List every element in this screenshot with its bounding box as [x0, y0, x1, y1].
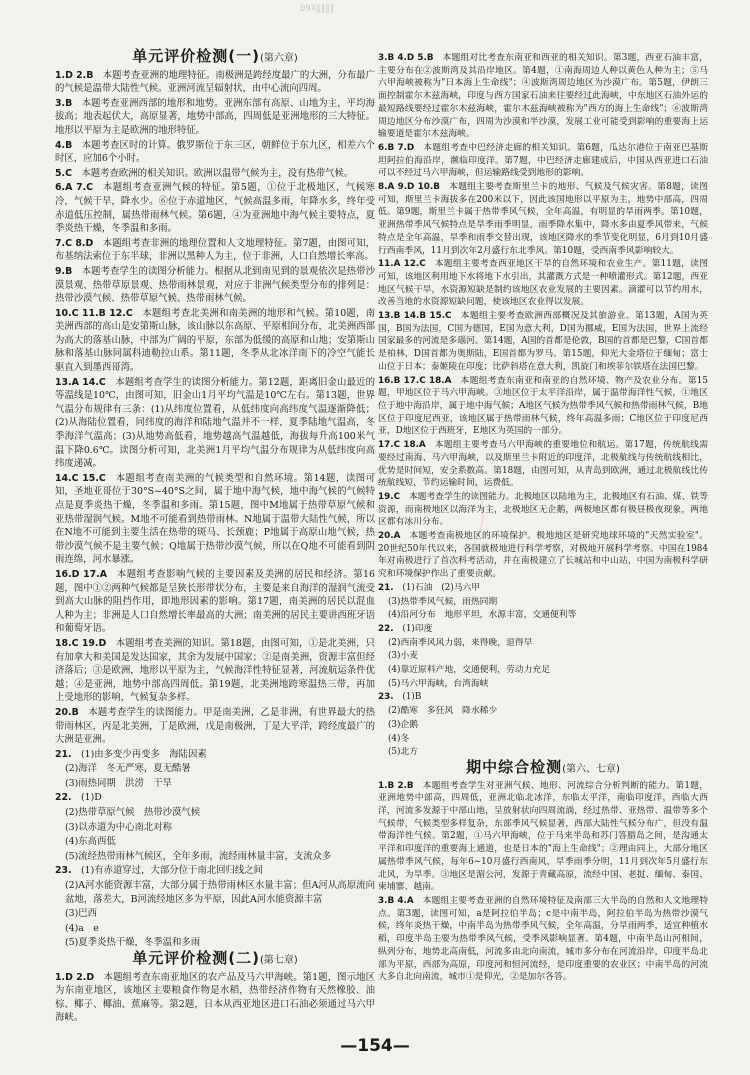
section-title: [55, 47, 375, 66]
section-title-sub: (第七章): [259, 955, 298, 966]
answer-label: 1.D 2.B: [55, 69, 94, 81]
answer-item: [388, 596, 708, 609]
answer-text: (3)以赤道为中心南北对称: [65, 821, 173, 833]
answer-text: (3)小麦: [388, 651, 419, 662]
answer-label: 4.B: [55, 139, 73, 151]
answer-item: [388, 650, 708, 663]
answer-item: [378, 895, 708, 984]
answer-label: 8.A 9.D 10.B: [378, 182, 440, 193]
answer-text: 本题组主要考查亚洲的自然环境特征及南部三大半岛的自然和人文地理特点。第3题，读图可知，a是阿拉伯半岛；c是中南半岛，阿拉伯半岛为热带沙漠气候，终年炎热干燥，中南半岛为热带季风气候，全年高温，分旱雨两季，适宜种植水稻，印度半岛主要为热带季风气候，受季风影响显著。第4题，中南半岛山河相间，纵列分布，地势北高南低，河流多由北向南流，城市多分布在河流沿岸，印度半岛北部为平原，西部为高原，印度河和恒河流经，是印度重要的农业区；中南半岛的河流大多自北向南流，城市①是仰光，②是加尔各答。: [378, 896, 708, 983]
answer-text: (1)由多变少再变多 海陆因素: [80, 748, 207, 760]
answer-item: [65, 762, 375, 776]
answer-item: [65, 907, 375, 921]
answer-item: [55, 748, 375, 762]
answer-item: [378, 52, 708, 141]
section-title-text: 单元评价检测(二): [132, 949, 260, 967]
answer-text: (5)马六甲海峡，台湾海峡: [388, 678, 489, 689]
answer-label: 22.: [378, 623, 394, 634]
answer-label: 14.C 15.C: [55, 472, 106, 484]
answer-item: [55, 265, 375, 306]
section-title-sub: (第六章): [259, 53, 298, 64]
answer-item: [388, 705, 708, 718]
answer-label: 16.B 17.C 18.A: [378, 375, 452, 386]
answer-text: (1)石油 (2)马六甲: [402, 582, 481, 593]
page-number: —154—: [340, 1036, 410, 1056]
answer-item: [378, 142, 708, 180]
answer-label: 23.: [378, 692, 394, 703]
right-column: [378, 52, 708, 985]
answer-item: [65, 922, 375, 936]
answer-label: 21.: [55, 748, 72, 760]
answer-text: 本题组主要考查欧洲西部概况及其旅游业。第13题，A国为英国，B国为法国，C国为德国，E国为意大利，D国为挪威，E国为法国，世界上流经国家最多的河流是多瑙河。第14题，A国的首都是伦敦，B国的首都是巴黎，C国首都是柏林，D国首都为奥斯陆，E国首都为罗马。第15题，仰光大金塔位于缅甸；富士山位于日本；泰姬陵在印度；比萨斜塔在意大利，凯旋门和埃菲尔铁塔在法国巴黎。: [378, 311, 708, 372]
answer-list: [378, 780, 708, 984]
answer-text: (3)企鹅: [388, 719, 419, 730]
answer-text: 本题组主要考查马六甲海峡的重要地位和航运。第17题，传统航线需要经过南海、马六甲海峡，以及斯里兰卡附近的印度洋，北极航线与传统航线相比，优势是时间短，安全系数高。第18题，由图可知，从青岛到欧洲，通过北极航线比传统航线短，节约运输时间，运费低。: [378, 440, 708, 489]
section-title: [55, 949, 375, 968]
answer-label: 3.B 4.A: [378, 896, 414, 906]
answer-text: 本题组考查东南亚和南亚的自然环境、物产及农业分布。第15题，甲地区位于马六甲海峡。③地区位于太平洋沿岸，属于温带海洋性气候，①地区位于地中海沿岸，属于地中海气候；A地区气候为热带季风气候和热带雨林气候，B地区位于印度尼西亚，该地区属于热带雨林气候，终年高温多雨；C地区位于印度尼西亚，D地区位于西班牙，E地区为英国的一部分。: [378, 375, 708, 437]
answer-item: [65, 936, 375, 950]
answer-item: [378, 439, 708, 490]
answer-item: [55, 568, 375, 636]
left-column: [55, 48, 375, 1026]
answer-item: [378, 258, 708, 309]
answer-text: (1)印度: [402, 623, 433, 634]
answer-text: (4)冬: [388, 733, 410, 744]
answer-item: [55, 139, 375, 166]
answer-label: 6.A 7.C: [55, 182, 94, 194]
answer-text: 本题考查学生的读图能力。北极地区以陆地为主，北极地区有石油、煤、铁等资源，而南极地区以海洋为主，北极地区无企鹅，两极地区都有极昼极夜现象，两地区都有冰川分布。: [378, 491, 708, 528]
answer-item: [65, 806, 375, 820]
answer-text: (4)靠近原料产地，交通便利，劳动力充足: [388, 665, 551, 676]
answer-item: [55, 971, 375, 1025]
answer-label: 3.B 4.D 5.B: [378, 53, 434, 63]
answer-item: [388, 733, 708, 746]
answer-text: (2)酷寒 多狂风 降水稀少: [388, 706, 498, 717]
answer-item: [388, 637, 708, 650]
answer-item: [55, 167, 375, 181]
answer-text: 本题组考查美洲的知识。第18题，由图可知，①是北美洲，只有加拿大和美国是发达国家，其余为发展中国家；②是南美洲，资源丰富但经济落后；③是欧洲，地形以平原为主，气候海洋性特征显著，河流航运条件优越；④是亚洲，地势中部高四周低。第19题，北美洲地跨寒温热三带，再加上受地形的影响，气候复杂多样。: [55, 637, 375, 704]
section-title: [378, 757, 708, 777]
answer-label: 11.A 12.C: [378, 259, 426, 270]
answer-item: [65, 835, 375, 849]
answer-label: 18.C 19.D: [55, 637, 107, 649]
answer-item: [55, 472, 375, 567]
answer-text: (5)流经热带雨林气候区，全年多雨，流经雨林量丰富，支流众多: [65, 850, 332, 862]
answer-text: 本题组考查学生对亚洲气候、地形、河流综合分析判断的能力。第1题，亚洲地势中部高，四周低，亚洲北临北冰洋，东临太平洋，南临印度洋，西临大西洋，河流多发源于中部山地，呈放射状向四周流淌，经过热带、亚热带、温带等多个气候带，气候类型多样复杂，东部季风气候显著，西部大陆性气候分布广，但没有温带海洋性气候。第2题，①马六甲海峡，位于马来半岛和苏门答腊岛之间，是沟通太平洋和印度洋的重要海上通道，也是日本的"海上生命线"；②理由同上，大部分地区属热带季风气候，每年6~10月盛行西南风，旱季雨季分明，11月到次年5月盛行东北风，为旱季。③地区是湄公河，发源于青藏高原，流经中国、老挝、缅甸、泰国、柬埔寨、越南。: [378, 780, 708, 893]
answer-item: [65, 850, 375, 864]
answer-text: 本题组考查东南亚地区的农产品及马六甲海峡。第1题，图示地区为东南亚地区，该地区主要粮食作物是水稻，热带经济作物有天然橡胶、油棕、椰子、椰油、蕉麻等。第2题，日本从西亚地区进口石油必须通过马六甲海峡。: [55, 971, 376, 1024]
answer-label: 20.B: [55, 706, 79, 718]
answer-text: 本题组考查亚洲气候的特征。第5题，①位于北极地区，气候寒冷，气候干旱，降水少。⑥位于赤道地区，气候高温多雨，年降水多，终年受赤道低压控制，属热带雨林气候。第6题，④为亚洲地中海气候主要特点，夏季炎热干燥，冬季温和多雨。: [55, 182, 376, 235]
answer-text: 本题考查学生的读图分析能力。根据从北到南见到的景观依次是热带沙漠景观、热带草原景观、热带雨林景观，对应于非洲气候类型分布的排列是：热带沙漠气候、热带草原气候、热带雨林气候。: [55, 265, 375, 305]
answer-list: [55, 69, 375, 950]
answer-item: [55, 237, 375, 264]
answer-item: [378, 780, 708, 894]
answer-label: 13.B 14.B 15.C: [378, 311, 452, 322]
answer-item: [388, 678, 708, 691]
answer-item: [55, 307, 375, 375]
answer-item: [55, 181, 375, 235]
answer-label: 23.: [55, 865, 72, 877]
section-title-text: 单元评价检测(一): [132, 47, 260, 65]
answer-label: 6.B 7.D: [378, 142, 415, 153]
answer-label: 1.B 2.B: [378, 780, 414, 791]
answer-text: (5)北方: [388, 747, 419, 758]
answer-label: 9.B: [55, 265, 73, 277]
answer-label: 21.: [378, 582, 394, 593]
answer-item: [55, 69, 375, 96]
answer-text: (3)巴西: [65, 908, 98, 920]
answer-text: (1)D: [80, 792, 102, 804]
answer-item: [378, 491, 708, 529]
answer-text: 本题组考查学生的读图分析能力。第12题，距离旧金山最近的等温线是10℃，由图可知，旧金山1月平均气温是10℃左右。第13题，世界气温分布规律有三条：(1)从纬度位置看，从低纬度向高纬度气温逐渐降低；(2)从海陆位置看，同纬度的海洋和陆地气温并不一样，夏季陆地气温高，冬季海洋气温高；(3)从地势高低看，地势越高气温越低，海拔每升高100米气温下降0.6℃。读图分析可知，北美洲1月平均气温分布规律为从低纬度向高纬度递减。: [55, 376, 375, 470]
answer-item: [378, 530, 708, 581]
answer-text: 本题考查学生的读图能力。甲是南美洲，乙是非洲，有世界最大的热带雨林区，丙是北美洲，丁是欧洲，戊是南极洲，丁是大平洋，跨经度最广的大洲是亚洲。: [55, 706, 375, 746]
answer-text: 本题考查亚洲的地理特征。南极洲是跨经度最广的大洲，分布最广的气候是温带大陆性气候。亚洲河流呈辐射状，由中心流向四周。: [55, 69, 375, 95]
answer-text: (3)热带季风气候，雨热同期: [388, 596, 498, 607]
answer-text: (5)夏季炎热干燥，冬季温和多雨: [65, 937, 201, 949]
answer-text: (4)东高西低: [65, 836, 116, 848]
answer-label: 3.B: [55, 97, 73, 109]
section-title-sub: (第六、七章): [562, 763, 620, 775]
answer-text: 本题组主要考查斯里兰卡的地形、气候及气候灾害。第8题，读图可知，斯里兰卡海拔多在200米以下，因此该国地形以平原为主，地势中部高，四周低。第9题，斯里兰卡属于热带季风气候，全年高温，有明显的旱雨两季。第10题，亚洲热带季风气候特点是旱季雨季明显，雨季降水集中，降水多由夏季风带来，气候特点是全年高温，旱季和雨季交替出现，该地区降水的季节变化明显，6月到10月盛行西南季风，11月到次年2月盛行东北季风。第10题，受西南季风影响较大。: [378, 182, 708, 256]
answer-list: [55, 971, 375, 1025]
answer-label: 13.A 14.C: [55, 376, 106, 388]
answer-text: (1)B: [402, 692, 422, 703]
answer-item: [65, 879, 375, 906]
answer-item: [378, 181, 708, 257]
answer-item: [378, 375, 708, 439]
answer-item: [378, 310, 708, 374]
answer-text: (3)雨热同期 洪涝 干旱: [65, 777, 173, 789]
answer-item: [55, 376, 375, 471]
answer-item: [65, 777, 375, 791]
answer-item: [388, 719, 708, 732]
answer-text: (4)沿河分布 地形平坦，水源丰富，交通便利等: [388, 610, 577, 621]
answer-label: 1.D 2.D: [55, 971, 95, 983]
answer-text: 本题考查欧洲的相关知识。欧洲以温带气候为主，没有热带气候。: [81, 167, 354, 179]
answer-label: 10.C 11.B 12.C: [55, 307, 133, 319]
answer-text: 本题组考查中巴经济走廊的相关知识。第6题，瓜达尔港位于南亚巴基斯坦阿拉伯海沿岸，濒临印度洋。第7题，中巴经济走廊建成后，中国从西亚进口石油可以不经过马六甲海峡，但运输路线受到地形的影响。: [378, 142, 708, 179]
answer-text: 本题组考查影响气候的主要因素及美洲的居民和经济。第16题，图中①②两种气候都是呈狭长形带状分布，主要是来自海洋的湿润气流受到高大山脉的阻挡作用，即地形因素的影响。第17题，南美洲的居民以混血人种为主；非洲是人口自然增长率最高的大洲；南美洲的居民主要讲西班牙语和葡萄牙语。: [55, 568, 375, 635]
answer-text: 本题组主要考查西亚地区干旱的自然环境和农业生产。第11题，读图可知，该地区利用地下水将地下水引出，其灌溉方式是一种喷灌形式。第12题，西亚地区气候干旱，水资源短缺是制约该地区农业发展的主要因素。滴灌可以节约用水，改善当地的水资源短缺问题，使该地区农业得以发展。: [378, 259, 708, 308]
answer-text: 本题组考查北美洲和南美洲的地形和气候。第10题，南美洲西部的高山是安第斯山脉，该山脉以东高原、平原相间分布，北美洲西部为高大的落基山脉，中部为广阔的平原，东部为低缓的高原和山地；安第斯山脉和落基山脉同属科迪勒拉山系。第11题，冬季从北冰洋南下的冷空气能长驱直入到墨西哥湾。: [55, 307, 375, 374]
answer-label: 7.C 8.D: [55, 237, 94, 249]
answer-text: 本题组对比考查东南亚和西亚的相关知识。第3题，西亚石油丰富，主要分布在②波斯湾及其沿岸地区。第4题，①南海周边人种以黄色人种为主；⑤马六甲海峡被称为"日本海上生命线"；④波斯湾周边地区为沙漠广布。第5题，伊朗三面控制霍尔木兹海峡，印度与西方国家石油来往要经过此海峡，中东地区石油外运的最短路线要经过霍尔木兹海峡，霍尔木兹海峡被称为"西方的海上生命线"；⑥波斯湾周边地区分布沙漠广布，四周为沙漠和半沙漠，发展工业可能受到影响的重要海上运输要道是霍尔木兹海峡。: [378, 53, 708, 140]
answer-item: [55, 864, 375, 878]
answer-text: (4)a e: [65, 922, 99, 934]
answer-item: [378, 691, 708, 704]
answer-label: 17.C 18.A: [378, 440, 426, 451]
answer-text: (2)A河水能资源丰富，大部分属于热带雨林区水量丰富；但A河从高原流向盆地，落差大，B河流经地区多为平原，因此A河水能资源丰富: [65, 880, 375, 905]
answer-item: [55, 637, 375, 705]
answer-item: [65, 821, 375, 835]
answer-item: [378, 582, 708, 595]
answer-label: 16.D 17.A: [55, 568, 107, 580]
section-title-text: 期中综合检测: [466, 757, 563, 776]
answer-item: [378, 623, 708, 636]
answer-text: (2)海洋 冬无严寒，夏无酷暑: [65, 763, 191, 775]
header-mark: 09X∥∥∥∥: [300, 4, 335, 14]
answer-text: (2)热带草原气候 热带沙漠气候: [65, 807, 201, 819]
answer-label: 22.: [55, 792, 72, 804]
answer-list: [378, 52, 708, 759]
answer-item: [388, 664, 708, 677]
answer-text: 本题组考查非洲的地理位置和人文地理特征。第7题，由图可知，布基纳法索位于东半球，非洲以黑种人为主，位于非洲，人口自然增长率高。: [55, 237, 375, 263]
answer-text: 本题组考查南美洲的气候类型和自然环境。第14题，读图可知，圣地亚哥位于30°S~40°S之间，属于地中海气候，地中海气候的气候特点是夏季炎热干燥，冬季温和多雨。第15题，图中M地属于热带草原气候和亚热带湿润气候。M地不可能看到热带雨林。N地属于温带大陆性气候，所以在N地不可能到主要生活在热带的斑马、长颈鹿；P地属于高原山地气候，热带沙漠气候不是主要气候；Q地属于热带沙漠气候，所以在Q地不可能看到阴雨连绵，河水暴涨。: [55, 472, 375, 566]
answer-label: 20.A: [378, 531, 401, 542]
answer-item: [55, 706, 375, 747]
answer-item: [388, 609, 708, 622]
answer-item: [55, 791, 375, 805]
answer-label: 19.C: [378, 491, 401, 502]
answer-item: [55, 97, 375, 138]
answer-text: 本题考查南极地区的环境保护。极地地区是研究地球环境的"天然实验室"。20世纪50年代以来，各国就极地进行科学考察，对极地开展科学考察。中国在1984年对南极进行了首次科考活动，并在南极建立了长城站和中山站，中国为南极科学研究和环境保护作出了重要贡献。: [378, 531, 708, 580]
answer-text: (2)西南季风风力弱，来得晚，退得早: [388, 637, 533, 648]
answer-text: 本题考查亚洲西部的地形和地势。亚洲东部有高原、山地为主，平均海拔高；地表起伏大，高原显著，地势中部高，四周低是亚洲地形的三大特征。地形以平原为主是欧洲的地形特征。: [55, 97, 375, 136]
answer-text: 本题考查区时的计算。俄罗斯位于东三区，朝鲜位于东九区，相差六个时区，应加6个小时。: [55, 139, 375, 165]
answer-label: 5.C: [55, 167, 72, 179]
answer-text: (1)有赤道穿过，大部分位于南北回归线之间: [80, 865, 264, 877]
